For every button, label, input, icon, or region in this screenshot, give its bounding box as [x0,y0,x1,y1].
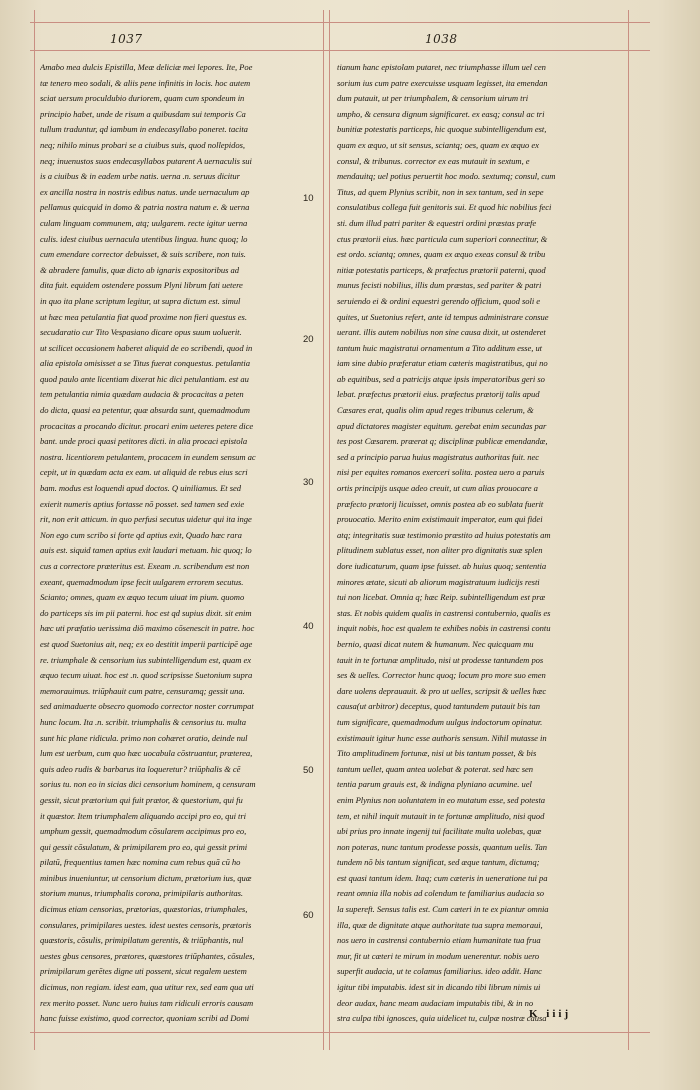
text-line: la supereft. Sensus talis est. Cum cæteri in te ex piantur omnia [337,904,549,915]
line-number-30: 30 [303,477,314,488]
text-line: hunc locum. Ita .n. scribit. triumphalis & censorius tu. multa [40,716,247,727]
right-text-column [337,60,622,1027]
text-line: sed animaduerte obsecro quomodo corrector noster corrumpat [40,701,254,712]
text-line: sorius tu. non eo in sicias dici censorium hominem, q censuram [40,779,256,790]
text-line: nisi per equites romanos exerceri solita. postea uero a paruis [337,467,545,478]
text-line: tullum traduntur, qd iambum in endecasyllabo poneret. tacita [40,124,248,135]
text-line: iam sine dubio præferatur etiam cæteris magistratibus, qui no [337,358,548,369]
text-line: stas. Et nobis quidem qualis in castrensi contubernio, qualis es [337,607,551,618]
text-line: is a ciuibus & in eadem urbe natis. uerna .n. seruus dicitur [40,171,240,182]
text-line: do particeps sis im pii paterni. hoc est qd supius dixit. sit enim [40,607,252,618]
text-line: do dicta, quasi ea petentur, quæ absurda sunt, quemadmodum [40,405,250,416]
line-number-50: 50 [303,765,314,776]
text-line: quam ex æquo, ut sit sensus, sciantq; oes, quam ex æquo ex [337,139,539,150]
text-line: Tito amplitudinem fortunæ, nisi ut bis tantum posset, & bis [337,748,537,759]
text-line: est quod Suetonius ait, neq; ex eo destitit imperii participē age [40,638,253,649]
text-line: ortis principijs usque adeo creuit, ut cum alias prouocare a [337,483,538,494]
text-line: nos uero in castrensi contubernio etiam humanitate tua frua [337,935,541,946]
text-line: umpho, & censura dignum significaret. ex easq; consul ac tri [337,108,545,119]
text-line: pellamus quicquid in domo & patria nostra natum e. & uerna [40,202,250,213]
text-line: sunt hic plane ridicula. primo non cohæret oratio, deinde nul [40,732,248,743]
text-line: nostra. licentiorem petulantem, procacem in eundem sensum ac [40,451,256,462]
text-line: exeant, quemadmodum ipse fecit uulgarem errorem secutus. [40,576,244,587]
text-line: alia epistola omisisset a se Titus fuerat conquestus. petulantia [40,358,250,369]
text-line: hanc fuisse existimo, quod corrector, quoniam scribi ad Domi [40,1013,250,1024]
text-line: sorium ius cum patre exercuisse usquam legisset, ita emendan [337,77,548,88]
text-line: consulatibus collega fuit genitoris sui. Et quod hic nobilius feci [337,202,552,213]
text-line: Non ego cum scribo si forte qd aptius exit, Quado hæc rara [40,529,242,540]
text-line: atq; integritatis suæ testimonio præstito ad huius potestatis am [337,529,551,540]
text-line: causa(ut arbitror) deceptus, quod tantundem putauit bis tan [337,701,540,712]
text-line: Amabo mea dulcis Epistilla, Meæ deliciæ mei lepores. Ite, Poe [40,62,253,72]
text-line: tæ tenero meo sodali, & aliis pene infinitis in locis. hoc autem [40,77,251,88]
text-line: lum est uerbum, cum quo hæc uocabula cōstruantur, præterea, [40,748,253,759]
text-line: it quæstor. Item triumphalem aliquando accipi pro eo, qui tri [40,810,246,821]
text-line: uerant. illis autem nobilius non sine causa dixit, ut ostenderet [337,327,546,338]
text-line: culis. idest ciuibus uernacula utentibus lingua. hunc quoq; lo [40,233,248,244]
text-line: cus a correctore præteritus est. Exeam .n. scribendum est non [40,561,250,571]
line-number-20: 20 [303,334,314,345]
text-line: memorauimus. triūphauit cum patre, censuramq; gessit una. [40,685,245,696]
text-line: tantum huic magistratui ornamentum a Tito additum esse, ut [337,342,543,353]
text-line: Scianto; omnes, quam ex æquo tecum uiuat im pium. quomo [40,592,245,603]
text-line: pilatū, frequentius tamen hæc nomina cum rebus quā cū ho [40,857,241,868]
text-line: plitudinem sublatus esset, non aliter pro dignitatis suæ splen [337,545,543,556]
text-line: qui gessit cōsulatum, & primipilarem pro eo, qui gessit primi [40,841,248,852]
text-line: superfit audacia, ut te colamus familiarius. ideo addit. Hanc [337,966,542,977]
text-line: existimauit igitur hunc esse authoris sensum. Nihil mutasse in [337,732,547,743]
text-line: tui non licebat. Omnia q; hæc Reip. subintelligendum est præ [337,592,546,603]
center-rule-right [329,10,330,1050]
top-rule-1 [30,22,650,23]
text-line: hæc uti præfatio uerissima diō maximo cōsenescit in patre. hoc [40,623,255,634]
text-line: tundem nō bis tantum significat, sed æque tantum, dictumq; [337,857,540,868]
text-line: exierit numeris aptius fortasse nō posset. sed tamen sed exie [40,498,245,509]
text-line: dicimus etiam censorias, prætorias, quæstorias, triumphales, [40,904,248,915]
text-line: re. triumphale & censorium ius subintelligendum est, quam ex [40,654,252,665]
text-line: primipilarum gerētes digne uti possent, sicut regalem uestem [40,966,247,977]
folio-left: 1037 [110,32,143,46]
text-line: æquo tecum uiuat. hoc est .n. quod scripsisse Suetonium supra [40,670,253,681]
text-line: reant omnia illa nobis ad colendum te familiarius audacia so [337,888,544,899]
text-line: tauit in te fortunæ amplitudo, nisi ut prodesse tantundem pos [337,654,544,665]
right-margin-rule [628,10,629,1050]
text-line: igitur tibi imputabis. idest sit in dicando tibi librum nimis ui [337,982,541,993]
text-line: quis adeo rudis & barbarus ita loqueretur? triūphalis & cē [40,763,241,774]
text-line: secudaratio cur Tito Vespasiano dicare opus suum uoluerit. [40,327,242,338]
text-line: rit, non erit atticum. in quo perfusi secutus uidetur qui ita inge [40,514,252,525]
text-line: ctus prætorii eius. hæc particula cum superiori connectitur, & [337,233,548,244]
text-line: consulares, primipilares uestes. idest uestes censoris, prætoris [40,919,252,930]
text-line: minores ætate, sicuti ab aliorum magistratuum iudicijs resti [337,576,540,587]
signature-mark: K iiij [529,1008,572,1020]
text-line: ubi prius pro innate ingenij tui facilitate multa uolebas, quæ [337,826,542,837]
text-line: umphum gessit, quemadmodum cōsularem accipimus pro eo, [40,826,247,837]
text-line: est ordo. sciantq; omnes, quam ex æquo exeas consul & tribu [337,249,546,260]
text-line: tantum uellet, quam antea uolebat & poterat. sed hæc sen [337,763,534,774]
text-line: sti. dum illud patri pariter & equestri ordini præstas præfe [337,217,537,228]
text-line: Titus, ad quem Plynius scribit, non in sex tantum, sed in sepe [337,186,544,197]
text-line: gessit, sicut prætorium qui fuit prætor, & questorium, qui fu [40,794,243,805]
text-line: ut hæc mea petulantia fiat quod proxime non fieri questus es. [40,311,247,322]
text-line: quites, ut Suetonius refert, ante id tempus administrare consue [337,311,549,322]
text-line: nitiæ potestatis particeps, & præfectus prætorii paterni, quod [337,264,546,275]
text-line: bant. unde proci quasi petitores dicti. in alia procaci epistola [40,436,248,447]
text-line: ses & uelles. Corrector hunc quoq; locum pro more suo emen [337,670,546,681]
text-line: in quo ita plane scriptum legitur, ut supra dictum est. simul [40,295,241,306]
text-line: mendauitq; uel potius peruertit hoc modo. sextumq; consul, cum [337,171,556,182]
left-text-column [40,60,298,1027]
folio-right: 1038 [425,32,458,46]
text-line: præfecto prætorij licuisset, omnis postea ab eo sublata fuerit [337,498,544,509]
center-rule-left [323,10,324,1050]
text-line: cepit, ut in quædam acta ex eam. ut aliquid de rebus eius scri [40,467,248,478]
text-line: deor audax, hanc meam audaciam imputabis tibi, & in no [337,997,534,1008]
text-line: quæstoris, cōsulis, primipilatum gerentis, & triūphantis, nul [40,935,244,946]
text-line: ut scilicet occasionem haberet aliquid de eo scribendi, quod in [40,342,253,353]
text-line: procacitas a procando dicitur. procari enim ueteres petere dice [40,420,254,431]
text-line: dore iudicaturum, quam ipse fuisset. ab huius quoq; sententia [337,561,547,571]
text-line: munus fecisti nobilius, illis dum præstas, sed pariter & patri [337,280,542,291]
text-line: enim Plynius non uoluntatem in eo mutatum esse, sed potesta [337,794,546,805]
text-line: ex ancilla nostra in nostris edibus natus. unde uernaculum ap [40,186,250,197]
text-line: tem, et nihil inquit mutauit in te fortunæ amplitudo, nisi quod [337,810,545,821]
text-line: auis est. siquid tamen aptius exit laudari metuam. hic quoq; lo [40,545,252,556]
text-line: mur, fit ut cæteri te mirum in modum uenerentur. nobis uero [337,950,540,961]
text-line: & abradere famulis, quæ dicto ab ignaris expositoribus ad [40,264,240,275]
text-line: tum significare, quemadmodum uulgus indoctorum opinatur. [337,716,543,727]
text-line: bunitiæ potestatis particeps, hic quoque subintelligendum est, [337,124,547,135]
text-line: tentia parum grauis est, & indigna plyniano acumine. uel [337,779,532,790]
text-line: est quasi tantum idem. Itaq; cum cæteris in ueneratione tui pa [337,872,548,883]
text-line: sed a principio parua huius magistratus authoritas fuit. nec [337,451,540,462]
text-line: quod paulo ante licentiam dixerat hic dici petulantiam. est au [40,373,249,384]
text-line: minibus inueniuntur, ut censorium dictum, prætorium ius, quæ [40,872,252,883]
text-line: ab equitibus, sed a patricijs atque ipsis imperatoribus geri so [337,373,545,384]
line-number-60: 60 [303,910,314,921]
text-line: bernio, quasi dicat nutem & humanum. Nec quicquam mu [337,638,534,649]
text-line: consul, & tribunus. corrector ex eas mutauit in sextum, e [337,155,530,166]
text-line: neq; nihilo minus probari se a ciuibus suis, quod nollepidos, [40,139,246,150]
line-number-10: 10 [303,193,314,204]
text-line: dare uolens deprauauit. & pro ut uelles, scripsit & uelles hæc [337,685,547,696]
text-line: sciat uersum proculdubio duriorem, quam cum spondeum in [40,93,245,104]
text-line: apud dictatores magister equitum. gerebat enim secundas par [337,420,547,431]
text-line: illa, quæ de dignitate atque authoritate tua supra memoraui, [337,919,543,930]
bottom-rule [30,1032,650,1033]
left-margin-rule [34,10,35,1050]
text-line: tes post Cæsarem. præerat q; disciplinæ publicæ emendandæ, [337,436,548,447]
text-line: storium munus, triumphalis corona, primipilaris authoritas. [40,888,244,899]
text-line: dum putauit, ut per triumphalem, & censorium uirum tri [337,93,529,104]
text-line: non poteras, nunc tantum prodesse possis, quantum uelis. Tan [337,841,548,852]
line-number-40: 40 [303,621,314,632]
text-line: cum emendare corrector debuisset, & suis scribere, non tuis. [40,249,246,260]
text-line: stra culpa tibi ignosces, quia uidelicet tu, culpæ nostræ causa [337,1013,547,1024]
text-line: uestes gbus censores, prætores, quæstores triūphantes, cōsules, [40,950,255,961]
text-line: principio habet, unde de risum a quibusdam sui temporis Ca [40,108,246,119]
text-line: tianum hanc epistolam putaret, nec triumphasse illum uel cen [337,62,546,72]
text-line: seruiendo ei & ordini equestri gerendo officium, quod soli e [337,295,541,306]
text-line: tem petulantia nimia quædam audacia & procacitas a peten [40,389,244,400]
text-line: rex merito posset. Nunc uero huius tam ridiculi erroris causam [40,997,254,1008]
text-line: culam linguam communem, atq; uulgarem. recte igitur uerna [40,217,248,228]
top-rule-2 [30,50,650,51]
text-line: dita fuit. equidem ostendere possum Plyni librum fati uetere [40,280,243,291]
text-line: neq; inuenustos suos endecasyllabos putarent A uernaculis sui [40,155,252,166]
text-line: bam. modus est loquendi apud doctos. Q uiniliamus. Et sed [40,483,242,494]
text-line: Cæsares erat, qualis olim apud reges tribunus celerum, & [337,405,534,416]
text-line: prouocatio. Merito enim existimauit imperator, eum qui fidei [337,514,543,525]
text-line: dicimus, non regiam. idest eam, qua utitur rex, sed eam qua uti [40,982,254,993]
text-line: inquit nobis, hoc est qualem te exhibes nobis in castrensi contu [337,623,551,634]
text-line: lebat. præfectus prætorii eius. præfectus prætorij talis apud [337,389,540,400]
